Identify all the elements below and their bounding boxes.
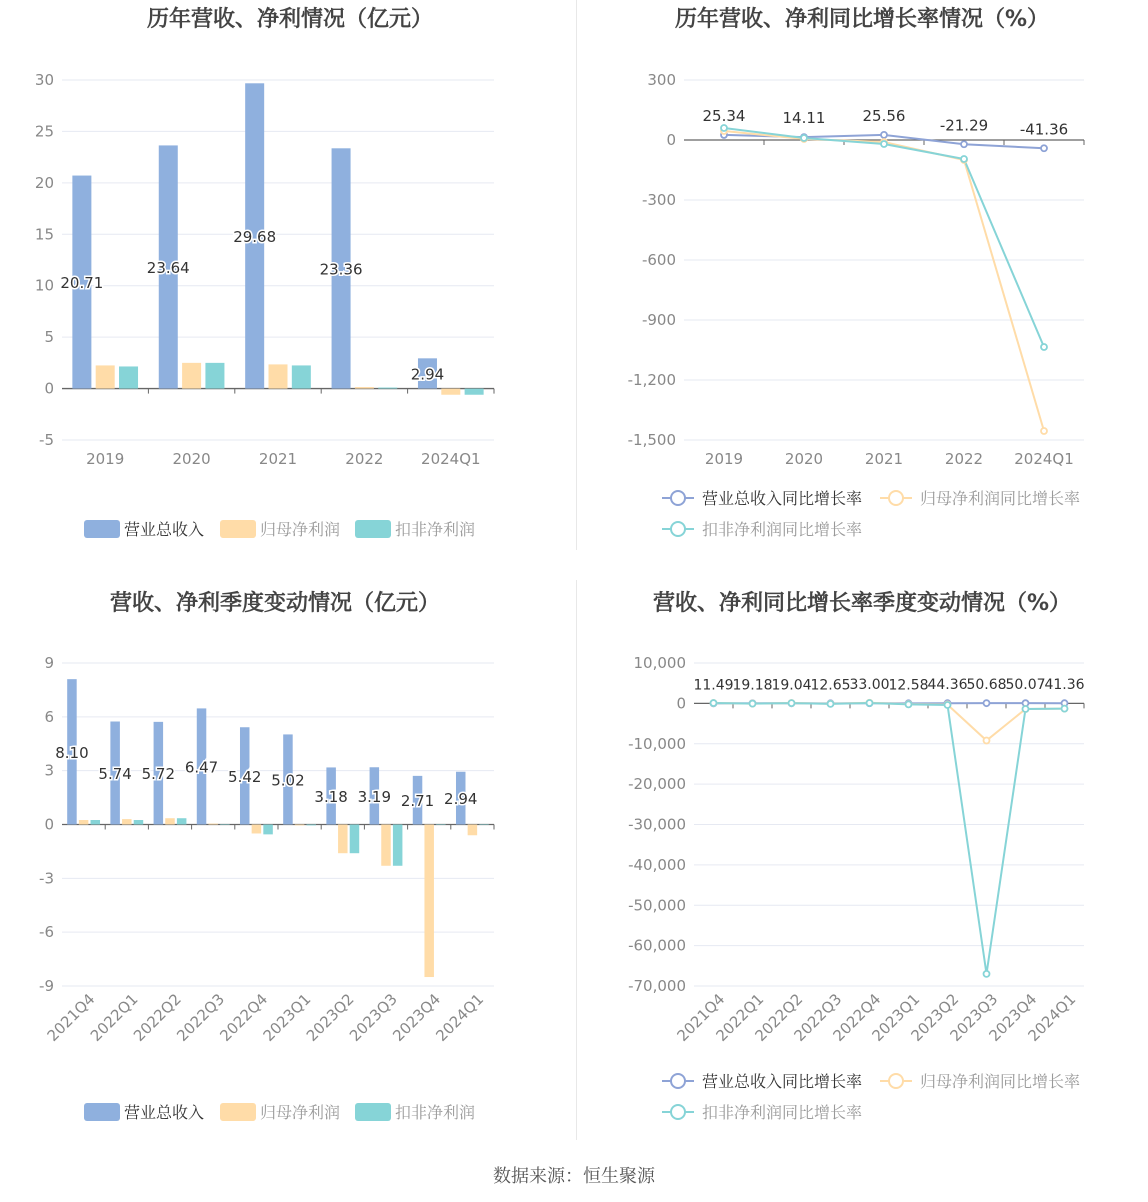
data-point — [984, 971, 990, 977]
data-label: 5.42 — [228, 767, 262, 786]
data-label: 41.36 — [1044, 677, 1085, 694]
data-point — [750, 701, 756, 707]
y-tick-label: 0 — [666, 131, 676, 149]
x-tick-label: 2022 — [345, 450, 384, 468]
x-tick-label: 2021Q4 — [673, 990, 729, 1045]
bar-net-profit — [165, 818, 175, 824]
data-label: 23.64 — [146, 258, 190, 277]
bar-deducted-profit — [91, 820, 101, 824]
x-tick-label: 2023Q1 — [259, 990, 315, 1045]
bar-deducted-profit — [134, 820, 144, 824]
y-tick-label: 10,000 — [633, 654, 686, 672]
x-tick-label: 2022Q3 — [790, 990, 846, 1045]
data-point — [961, 141, 967, 147]
legend-swatch — [84, 1103, 120, 1121]
bar-net-profit — [295, 825, 305, 826]
data-point — [1041, 145, 1047, 151]
legend-swatch-marker — [671, 522, 685, 536]
bar-deducted-profit — [205, 363, 224, 389]
legend-label: 归母净利润 — [260, 520, 341, 539]
y-tick-label: -5 — [39, 431, 54, 449]
bar-deducted-profit — [393, 825, 403, 866]
bar-deducted-profit — [479, 825, 489, 826]
chart-panel-1 — [35, 6, 494, 539]
data-label: 6.47 — [184, 758, 219, 777]
data-label: 8.10 — [55, 743, 89, 762]
bar-net-profit — [122, 819, 132, 824]
data-point — [711, 700, 717, 706]
data-point — [1023, 706, 1029, 712]
data-label: 5.72 — [141, 765, 176, 784]
chart-title: 营收、净利同比增长率季度变动情况（%） — [652, 591, 1072, 616]
data-point — [961, 156, 967, 162]
chart-title: 营收、净利季度变动情况（亿元） — [109, 591, 441, 616]
legend-label: 扣非净利润 — [395, 520, 476, 539]
bar-deducted-profit — [378, 388, 397, 389]
bar-net-profit — [208, 824, 218, 825]
series-line-2 — [724, 131, 1044, 431]
data-point — [867, 700, 873, 706]
legend-swatch-marker — [671, 1074, 685, 1088]
y-tick-label: 10 — [34, 276, 54, 295]
x-tick-label: 2022Q3 — [173, 990, 229, 1045]
data-label: 3.19 — [357, 787, 392, 806]
x-tick-label: 2023Q3 — [346, 990, 401, 1045]
legend-swatch — [84, 520, 120, 538]
bar-deducted-profit — [177, 818, 187, 824]
data-label: 23.36 — [319, 260, 363, 279]
vertical-divider-bottom — [576, 580, 577, 1140]
data-point — [906, 701, 912, 707]
data-label: 14.11 — [782, 109, 826, 128]
bar-deducted-profit — [465, 389, 484, 395]
chart-panel-2 — [628, 6, 1084, 539]
x-tick-label: 2023Q1 — [868, 990, 924, 1045]
y-tick-label: -50,000 — [628, 896, 686, 915]
bar-net-profit — [252, 825, 262, 834]
data-label: 44.36 — [927, 677, 968, 694]
y-tick-label: -20,000 — [628, 775, 686, 794]
y-tick-label: -1,500 — [627, 431, 676, 449]
data-label: 33.00 — [849, 677, 890, 694]
legend-swatch — [355, 520, 391, 538]
vertical-divider-top — [576, 0, 577, 550]
y-tick-label: -60,000 — [628, 936, 686, 955]
data-point — [1041, 344, 1047, 350]
data-label: 50.07 — [1005, 677, 1046, 694]
x-tick-label: 2021 — [864, 450, 904, 468]
y-tick-label: -300 — [641, 191, 676, 209]
y-tick-label: -10,000 — [628, 734, 686, 753]
x-tick-label: 2022Q2 — [751, 990, 807, 1045]
x-tick-label: 2024Q1 — [421, 450, 481, 468]
legend-swatch — [355, 1103, 391, 1121]
x-tick-label: 2021 — [258, 450, 298, 468]
bar-net-profit — [338, 825, 348, 854]
x-tick-label: 2022Q1 — [712, 990, 768, 1045]
x-tick-label: 2024Q1 — [1014, 450, 1074, 468]
x-tick-label: 2020 — [784, 450, 824, 468]
y-tick-label: 25 — [34, 122, 54, 141]
chart-title: 历年营收、净利同比增长率情况（%） — [674, 7, 1050, 32]
legend-label: 扣非净利润 — [395, 1103, 476, 1122]
bar-net-profit — [96, 365, 115, 388]
x-tick-label: 2019 — [86, 450, 125, 468]
data-label: -21.29 — [939, 116, 989, 135]
x-tick-label: 2023Q2 — [907, 990, 963, 1045]
y-tick-label: 9 — [44, 654, 54, 672]
legend-swatch-marker — [889, 1074, 903, 1088]
legend-label: 营业总收入同比增长率 — [702, 1072, 863, 1091]
bar-deducted-profit — [119, 366, 138, 388]
y-tick-label: -9 — [39, 977, 54, 995]
data-label: -41.36 — [1019, 120, 1069, 139]
x-tick-label: 2022 — [944, 450, 984, 468]
bar-deducted-profit — [292, 365, 311, 388]
data-point — [1062, 706, 1068, 712]
data-point — [984, 700, 990, 706]
data-label: 19.18 — [732, 677, 773, 694]
x-tick-label: 2021Q4 — [43, 990, 99, 1045]
y-tick-label: -900 — [641, 311, 676, 329]
x-tick-label: 2022Q4 — [216, 990, 272, 1045]
x-tick-label: 2023Q3 — [946, 990, 1002, 1045]
data-label: 11.49 — [693, 677, 734, 694]
y-tick-label: -40,000 — [628, 855, 686, 874]
legend-label: 营业总收入同比增长率 — [702, 489, 863, 508]
y-tick-label: -30,000 — [628, 815, 686, 834]
x-tick-label: 2023Q4 — [389, 990, 445, 1045]
bar-deducted-profit — [350, 825, 360, 854]
data-source: 数据来源：恒生聚源 — [493, 1166, 655, 1187]
data-label: 25.34 — [702, 106, 746, 125]
y-tick-label: 3 — [44, 761, 54, 780]
legend-swatch — [220, 520, 256, 538]
series-line-3 — [724, 128, 1044, 347]
data-point — [945, 702, 951, 708]
data-label: 2.94 — [444, 790, 478, 809]
chart-panel-4 — [628, 590, 1085, 1122]
bar-deducted-profit — [220, 825, 230, 826]
bar-deducted-profit — [307, 825, 317, 826]
x-tick-label: 2019 — [704, 450, 744, 468]
legend-label: 归母净利润同比增长率 — [920, 1072, 1081, 1091]
data-label: 50.68 — [966, 677, 1007, 694]
x-tick-label: 2022Q4 — [829, 990, 885, 1045]
y-tick-label: 15 — [34, 225, 54, 244]
data-label: 2.71 — [400, 792, 435, 811]
chart-title: 历年营收、净利情况（亿元） — [146, 7, 434, 32]
bar-net-profit — [424, 825, 434, 978]
data-label: 3.18 — [314, 787, 348, 806]
y-tick-label: -3 — [39, 869, 54, 888]
y-tick-label: 20 — [34, 173, 54, 192]
data-label: 29.68 — [233, 227, 277, 246]
legend-label: 营业总收入 — [124, 520, 205, 539]
legend-swatch — [220, 1103, 256, 1121]
data-label: 2.94 — [410, 365, 445, 384]
bar-net-profit — [268, 364, 287, 388]
legend-label: 归母净利润 — [260, 1103, 341, 1122]
data-label: 5.02 — [271, 771, 305, 790]
legend-label: 归母净利润同比增长率 — [920, 489, 1081, 508]
legend-swatch-marker — [671, 1105, 685, 1119]
x-tick-label: 2022Q2 — [130, 990, 185, 1045]
bar-deducted-profit — [436, 825, 446, 826]
data-point — [881, 141, 887, 147]
chart-panel-3 — [39, 590, 494, 1122]
bar-net-profit — [79, 820, 89, 824]
bar-deducted-profit — [263, 825, 273, 835]
y-tick-label: 300 — [647, 71, 676, 89]
y-tick-label: 0 — [676, 694, 686, 713]
y-tick-label: 5 — [44, 328, 54, 347]
y-tick-label: -6 — [39, 923, 54, 942]
data-point — [984, 738, 990, 744]
y-tick-label: -600 — [641, 251, 676, 269]
data-label: 25.56 — [862, 106, 906, 125]
series-line-2 — [714, 703, 1065, 741]
data-point — [1041, 428, 1047, 434]
data-label: 12.58 — [888, 677, 929, 694]
bar-net-profit — [355, 387, 374, 389]
data-point — [801, 135, 807, 141]
data-label: 20.71 — [60, 274, 104, 293]
data-label: 19.04 — [771, 677, 812, 694]
legend-label: 营业总收入 — [124, 1103, 205, 1122]
legend-label: 扣非净利润同比增长率 — [702, 520, 863, 539]
legend-swatch-marker — [889, 491, 903, 505]
data-point — [881, 132, 887, 138]
y-tick-label: -1,200 — [627, 371, 676, 389]
y-tick-label: 6 — [44, 707, 54, 726]
data-label: 5.74 — [98, 764, 132, 783]
x-tick-label: 2024Q1 — [1024, 990, 1080, 1045]
bar-net-profit — [381, 825, 391, 866]
legend-label: 扣非净利润同比增长率 — [702, 1103, 863, 1122]
x-tick-label: 2024Q1 — [432, 990, 488, 1045]
bar-net-profit — [441, 389, 460, 395]
y-tick-label: -70,000 — [628, 977, 686, 995]
legend-swatch-marker — [671, 491, 685, 505]
bar-net-profit — [182, 363, 201, 389]
data-label: 12.65 — [810, 677, 851, 694]
y-tick-label: 30 — [34, 71, 54, 89]
data-point — [789, 700, 795, 706]
x-tick-label: 2023Q4 — [985, 990, 1041, 1045]
data-point — [721, 125, 727, 131]
y-tick-label: 0 — [44, 379, 54, 398]
x-tick-label: 2020 — [172, 450, 211, 468]
bar-net-profit — [468, 825, 478, 836]
x-tick-label: 2023Q2 — [302, 990, 358, 1045]
data-point — [828, 701, 834, 707]
x-tick-label: 2022Q1 — [86, 990, 142, 1045]
y-tick-label: 0 — [44, 815, 54, 834]
